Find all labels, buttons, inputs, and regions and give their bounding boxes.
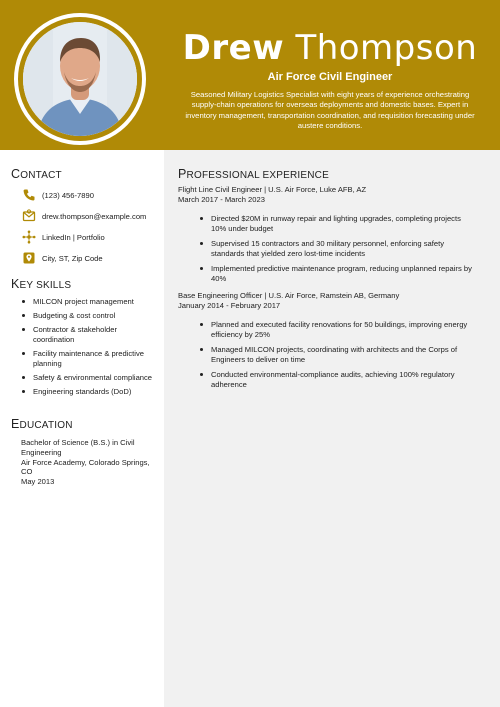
list-item: Directed $20M in runway repair and lighting upgrades, completing projects 10% under budget: [198, 214, 478, 234]
list-item: Supervised 15 contractors and 30 military personnel, enforcing safety standards that yielded zero lost-time incidents: [198, 239, 478, 259]
list-item: Planned and executed facility renovations for 50 buildings, improving energy efficiency by 25%: [198, 320, 478, 340]
list-item: Contractor & stakeholder coordination: [20, 325, 156, 345]
skills-list: [20, 297, 156, 401]
job-bullets: [198, 214, 478, 284]
first-name: Drew: [182, 28, 285, 68]
list-item: Budgeting & cost control: [20, 311, 156, 321]
list-item: Implemented predictive maintenance program, reducing unplanned repairs by 40%: [198, 264, 478, 284]
contact-heading: CONTACT: [11, 167, 62, 181]
job-bullets: [198, 320, 478, 390]
profile-photo-image: [23, 22, 137, 136]
list-item: Conducted environmental-compliance audits, achieving 100% regulatory adherence: [198, 370, 478, 390]
contact-email-text: drew.thompson@example.com: [42, 211, 147, 221]
job-dates: January 2014 - February 2017: [178, 301, 281, 310]
job-dates: March 2017 - March 2023: [178, 195, 265, 204]
experience-heading: PROFESSIONAL EXPERIENCE: [178, 167, 329, 181]
contact-email[interactable]: [22, 209, 146, 223]
list-item: Engineering standards (DoD): [20, 387, 156, 397]
job-role: Base Engineering Officer | U.S. Air Force, Ramstein AB, Germany: [178, 291, 400, 300]
resume-header: [0, 0, 500, 150]
experience-entry: [178, 185, 488, 290]
summary-text: Seasoned Military Logistics Specialist with eight years of experience orchestrating supply-chain operations for overseas deployments and domestic bases. Expert in inventory management, transportation coordination, and requisition forecasting under austere conditions.: [185, 90, 475, 130]
contact-links-text: LinkedIn | Portfolio: [42, 232, 105, 242]
phone-icon: [22, 188, 36, 202]
profile-photo: [23, 22, 137, 136]
education-heading: EDUCATION: [11, 417, 73, 431]
list-item: Safety & environmental compliance: [20, 373, 156, 383]
contact-phone[interactable]: [22, 188, 94, 202]
job-role: Flight Line Civil Engineer | U.S. Air Force, Luke AFB, AZ: [178, 185, 367, 194]
education-date: May 2013: [21, 477, 55, 487]
last-name: Thompson: [295, 28, 478, 68]
contact-location-text: City, ST, Zip Code: [42, 253, 103, 263]
education-school: Air Force Academy, Colorado Springs, CO: [21, 457, 150, 477]
contact-links[interactable]: [22, 230, 105, 244]
list-item: Managed MILCON projects, coordinating with architects and the Corps of Engineers to deliver on time: [198, 345, 478, 365]
contact-location[interactable]: [22, 251, 103, 265]
location-icon: [22, 251, 36, 265]
list-item: MILCON project management: [20, 297, 156, 307]
experience-entry: [178, 291, 488, 396]
email-icon: [22, 209, 36, 223]
main-content: [164, 150, 500, 707]
job-title: Air Force Civil Engineer: [267, 71, 393, 83]
sidebar: [0, 150, 164, 707]
contact-phone-text: (123) 456-7890: [42, 190, 94, 200]
network-icon: [22, 230, 36, 244]
profile-photo-frame: [14, 13, 146, 145]
education-degree: Bachelor of Science (B.S.) in Civil Engineering: [21, 438, 135, 457]
skills-heading: KEY SKILLS: [11, 277, 72, 291]
candidate-name: [160, 28, 500, 68]
list-item: Facility maintenance & predictive planning: [20, 349, 156, 369]
education-entry: [21, 438, 157, 487]
